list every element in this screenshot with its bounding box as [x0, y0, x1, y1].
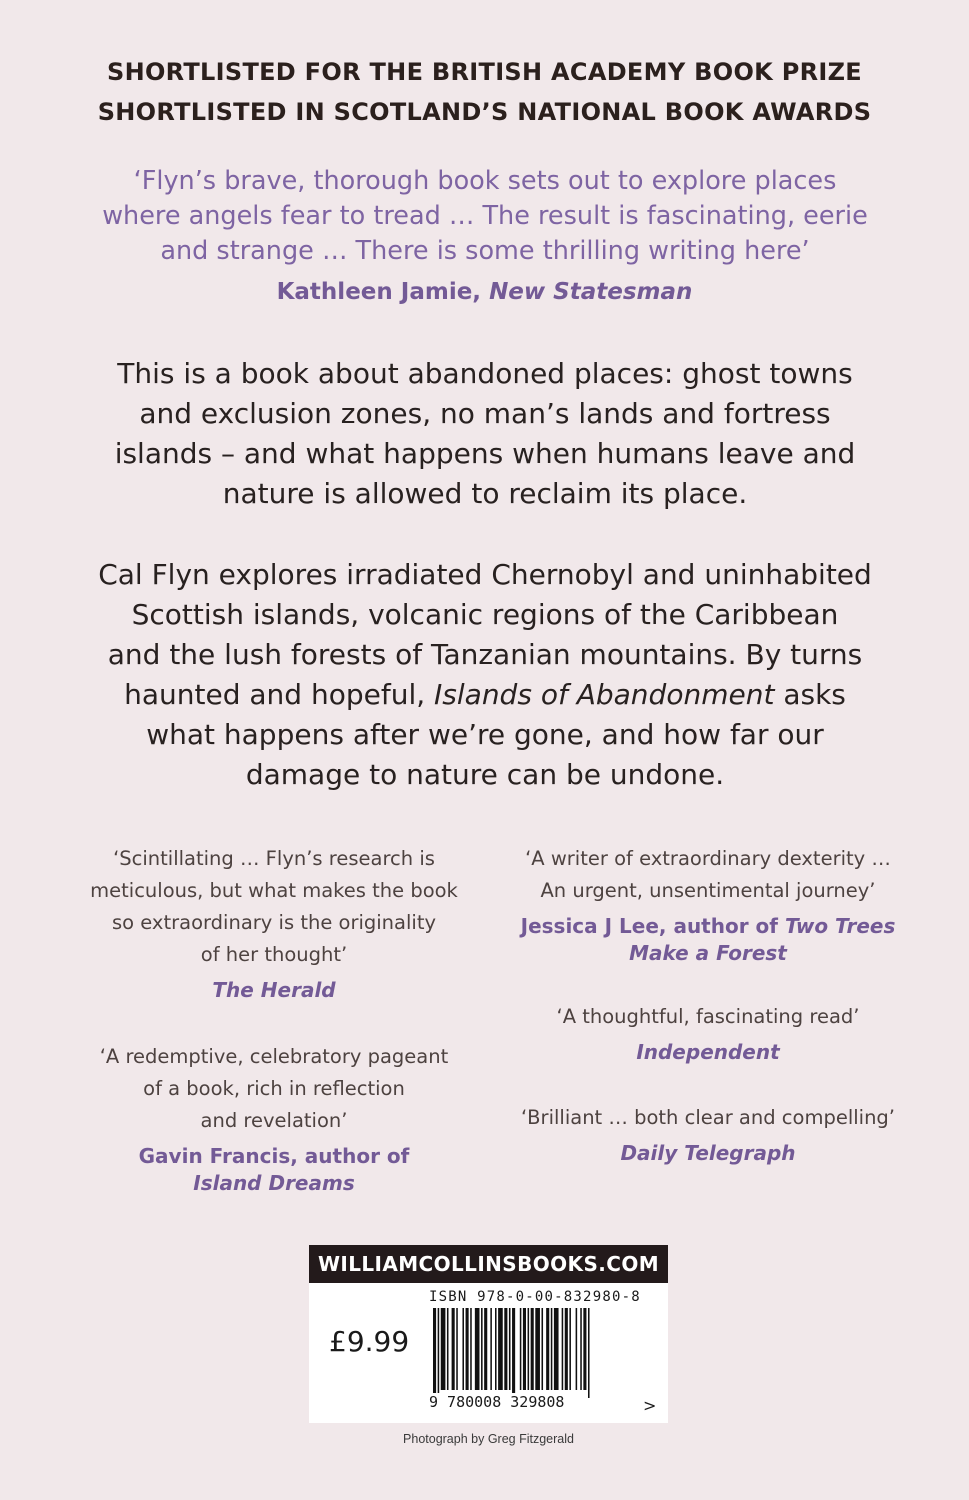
- review-source-title: Two Trees: [784, 914, 896, 938]
- blurb-line: and exclusion zones, no man’s lands and fortress: [139, 397, 831, 430]
- barcode-bar: [490, 1308, 492, 1390]
- barcode-bar: [484, 1308, 487, 1390]
- barcode-bar: [588, 1308, 590, 1398]
- blurb-line: nature is allowed to reclaim its place.: [222, 477, 748, 510]
- blurb-line: what happens after we’re gone, and how far our: [146, 718, 824, 751]
- review-source: Daily Telegraph: [620, 1141, 796, 1165]
- top-quote-line-3: and strange … There is some thrilling writing here’: [160, 236, 810, 266]
- barcode-bar: [475, 1308, 480, 1390]
- barcode-bar: [542, 1308, 544, 1390]
- blurb-line: [60, 675, 910, 715]
- review-jessica-lee: [498, 843, 918, 967]
- barcode-bar: [481, 1308, 483, 1390]
- review-line: meticulous, but what makes the book: [90, 879, 458, 902]
- isbn-text: ISBN 978-0-00-832980-8: [429, 1289, 641, 1305]
- top-quote-author: Kathleen Jamie,: [276, 279, 482, 305]
- barcode-bar: [583, 1308, 586, 1390]
- top-quote-publication: New Statesman: [489, 279, 693, 305]
- barcode-bar: [438, 1308, 440, 1398]
- shortlist-line-1: SHORTLISTED FOR THE BRITISH ACADEMY BOOK PRIZE: [106, 58, 862, 86]
- top-quote-attribution: [0, 279, 969, 305]
- barcode-bar: [452, 1308, 455, 1390]
- review-source: Jessica J Lee, author of: [520, 914, 785, 938]
- barcode-bar: [520, 1308, 522, 1390]
- barcode-bar: [546, 1308, 549, 1390]
- review-independent: [498, 1001, 918, 1066]
- blurb-line: Scottish islands, volcanic regions of the Caribbean: [131, 598, 839, 631]
- review-line: of a book, rich in reflection: [143, 1077, 405, 1100]
- barcode-bar: [447, 1308, 449, 1390]
- barcode-bar: [551, 1308, 553, 1390]
- review-gavin-francis: [64, 1041, 484, 1197]
- book-title: Islands of Abandonment: [434, 678, 775, 711]
- review-line: ‘A thoughtful, fascinating read’: [556, 1005, 860, 1028]
- barcode-bar: [554, 1308, 559, 1390]
- barcode-bar: [509, 1308, 511, 1390]
- review-line: ‘A writer of extraordinary dexterity …: [525, 847, 891, 870]
- barcode-bar: [580, 1308, 582, 1390]
- review-line: An urgent, unsentimental journey’: [540, 879, 876, 902]
- barcode-bar: [531, 1308, 534, 1390]
- barcode-digits: 9 780008 329808: [429, 1393, 565, 1411]
- barcode-bar: [535, 1308, 540, 1390]
- blurb-line: damage to nature can be undone.: [245, 758, 725, 791]
- review-line: so extraordinary is the originality: [111, 911, 437, 934]
- publisher-website: WILLIAMCOLLINSBOOKS.COM: [309, 1245, 668, 1283]
- review-source: Independent: [636, 1040, 780, 1064]
- barcode-bar: [576, 1308, 578, 1390]
- blurb-text: asks: [774, 678, 846, 711]
- barcode-bar: [565, 1308, 568, 1390]
- barcode-bar: [512, 1308, 515, 1398]
- barcode-bar: [498, 1308, 503, 1390]
- barcode-bar: [433, 1308, 436, 1398]
- blurb-line: islands – and what happens when humans leave and: [114, 437, 856, 470]
- top-quote-line-1: ‘Flyn’s brave, thorough book sets out to explore places: [133, 166, 837, 196]
- blurb-line: and the lush forests of Tanzanian mountains. By turns: [107, 638, 863, 671]
- barcode-bar: [562, 1308, 564, 1390]
- blurb-paragraph-1: [60, 354, 910, 514]
- review-source: The Herald: [212, 978, 336, 1002]
- blurb-paragraph-2: [60, 555, 910, 795]
- review-source: Gavin Francis, author of: [138, 1144, 410, 1168]
- review-line: ‘Brilliant … both clear and compelling’: [520, 1106, 896, 1129]
- barcode-bar: [462, 1308, 464, 1390]
- barcode-bar: [569, 1308, 571, 1390]
- chevron-icon: >: [643, 1396, 657, 1415]
- shortlist-heading: [0, 52, 969, 132]
- barcode-bar: [504, 1308, 507, 1390]
- barcode-bar: [456, 1308, 458, 1390]
- top-quote-line-2: where angels fear to tread … The result is fascinating, eerie: [102, 201, 868, 231]
- photo-credit: Photograph by Greg Fitzgerald: [403, 1432, 574, 1446]
- review-line: of her thought’: [200, 943, 348, 966]
- blurb-line: This is a book about abandoned places: ghost towns: [117, 357, 853, 390]
- review-telegraph: [498, 1102, 918, 1167]
- top-quote: [80, 164, 890, 269]
- barcode-icon: [427, 1308, 647, 1398]
- review-line: ‘Scintillating … Flyn’s research is: [113, 847, 435, 870]
- review-line: and revelation’: [200, 1109, 348, 1132]
- barcode-bar: [441, 1308, 446, 1390]
- price: £9.99: [329, 1325, 410, 1358]
- blurb-line: Cal Flyn explores irradiated Chernobyl and uninhabited: [98, 558, 872, 591]
- barcode-bar: [523, 1308, 526, 1390]
- review-source-title: Make a Forest: [629, 941, 787, 965]
- review-line: ‘A redemptive, celebratory pageant: [99, 1045, 449, 1068]
- blurb-text: haunted and hopeful,: [124, 678, 435, 711]
- barcode-panel: [309, 1245, 668, 1423]
- barcode-bar: [470, 1308, 472, 1390]
- barcode-bar: [466, 1308, 469, 1390]
- review-source-title: Island Dreams: [193, 1171, 355, 1195]
- barcode-bar: [528, 1308, 530, 1390]
- shortlist-line-2: SHORTLISTED IN SCOTLAND’S NATIONAL BOOK AWARDS: [97, 98, 872, 126]
- barcode-bar: [495, 1308, 497, 1390]
- review-herald: [64, 843, 484, 1004]
